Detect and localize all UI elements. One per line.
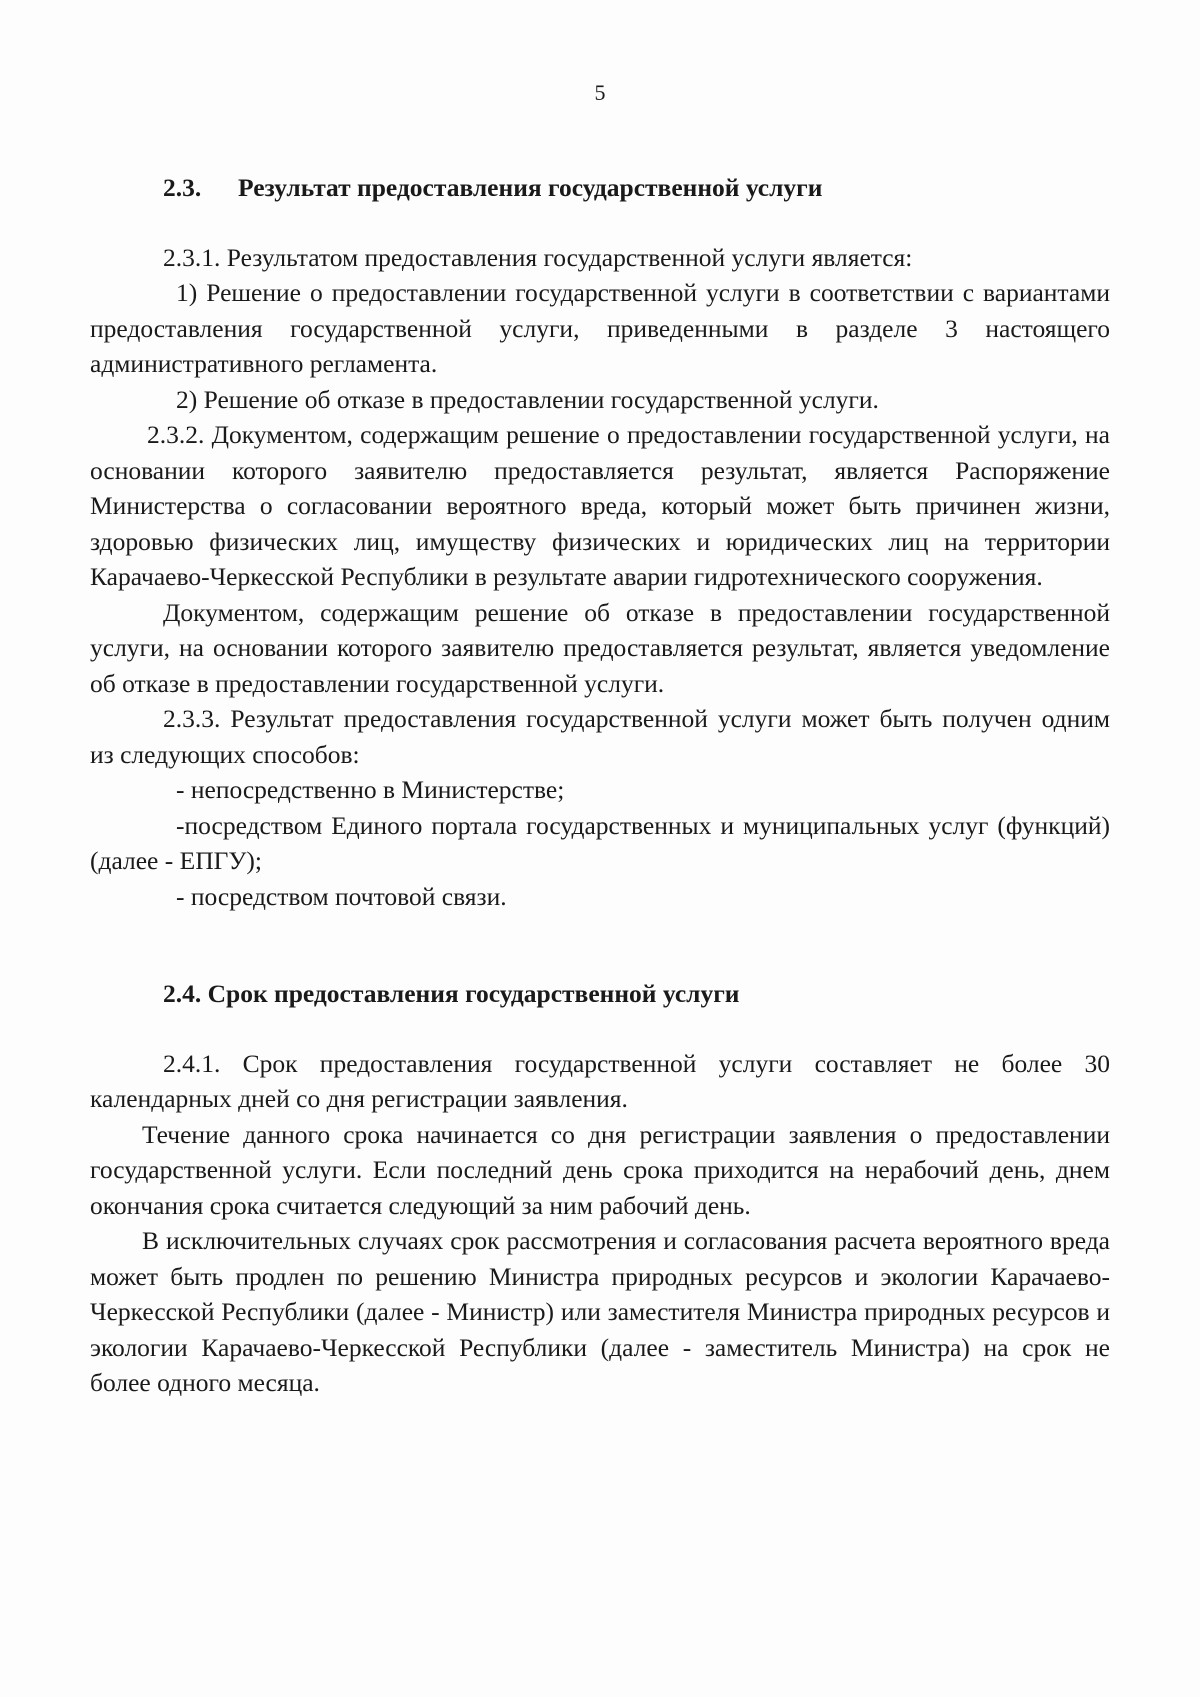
paragraph-term-start: Течение данного срока начинается со дня регистрации заявления о предоставлении государственной услуги. Если последний день срока приходится на нерабочий день, днем окончания срока считается следующий за ним рабочий день. xyxy=(90,1119,1110,1220)
paragraph-2-4-1: 2.4.1. Срок предоставления государственной услуги составляет не более 30 календарных дней со дня регистрации заявления. xyxy=(90,1048,1110,1113)
paragraph-2-3-2: 2.3.2. Документом, содержащим решение о предоставлении государственной услуги, на основании которого заявителю предоставляется результат, является Распоряжение Министерства о согласовании вероятного вреда, который может быть причинен жизни, здоровью физических лиц, имуществу физических и юридических лиц на территории Карачаево-Черкесской Республики в результате аварии гидротехнического сооружения. xyxy=(90,420,1110,591)
section-title: Результат предоставления государственной услуги xyxy=(238,173,823,202)
page-number: 5 xyxy=(594,80,606,105)
paragraph-item-1: 1) Решение о предоставлении государственной услуги в соответствии с вариантами предоставления государственной услуги, приведенными в разделе 3 настоящего административного регламента. xyxy=(90,278,1110,378)
section-number: 2.3. xyxy=(163,173,202,202)
paragraph-2-3-3: 2.3.3. Результат предоставления государственной услуги может быть получен одним из следующих способов: xyxy=(90,704,1110,769)
document-body xyxy=(90,170,1110,1401)
paragraph-item-2: 2) Решение об отказе в предоставлении государственной услуги. xyxy=(176,384,879,414)
section-heading-2-3 xyxy=(90,170,1110,206)
paragraph-2-3-1: 2.3.1. Результатом предоставления государственной услуги является: xyxy=(163,242,913,272)
section-heading-2-4: 2.4. Срок предоставления государственной услуги xyxy=(163,979,740,1008)
list-item-epgu: -посредством Единого портала государственных и муниципальных услуг (функций) (далее - ЕПГУ); xyxy=(90,810,1110,875)
paragraph-refusal-document: Документом, содержащим решение об отказе в предоставлении государственной услуги, на основании которого заявителю предоставляется результат, является уведомление об отказе в предоставлении государственной услуги. xyxy=(90,597,1110,698)
paragraph-term-extension: В исключительных случаях срок рассмотрения и согласования расчета вероятного вреда может быть продлен по решению Министра природных ресурсов и экологии Карачаево-Черкесской Республики (далее - Министр) или заместителя Министра природных ресурсов и экологии Карачаево-Черкесской Республики (далее - заместитель Министра) на срок не более одного месяца. xyxy=(90,1226,1110,1397)
list-item-ministry: - непосредственно в Министерстве; xyxy=(176,775,565,804)
list-item-post: - посредством почтовой связи. xyxy=(176,881,507,911)
